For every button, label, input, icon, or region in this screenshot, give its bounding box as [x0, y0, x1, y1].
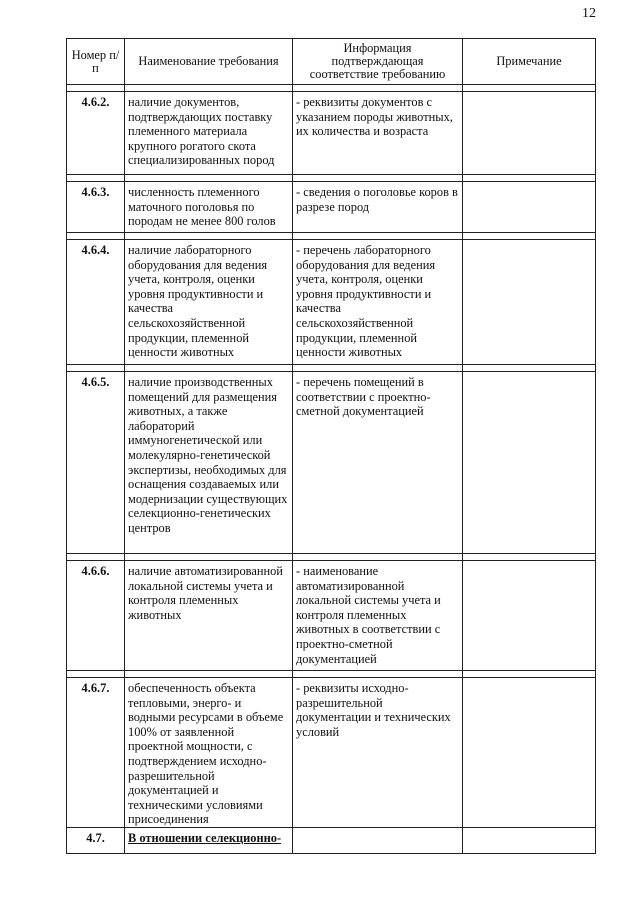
header-requirement: Наименование требования — [125, 39, 293, 85]
table-row — [67, 92, 596, 175]
table-row — [67, 182, 596, 233]
section-row — [67, 828, 596, 854]
row-number: 4.6.2. — [67, 92, 125, 175]
row-info: - реквизиты исходно-разрешительной документации и технических условий — [293, 678, 463, 828]
row-info: - реквизиты документов с указанием породы животных, их количества и возраста — [293, 92, 463, 175]
row-note — [463, 561, 596, 671]
requirements-table — [66, 38, 596, 854]
row-note — [463, 182, 596, 233]
row-note — [463, 678, 596, 828]
page-number: 12 — [582, 6, 596, 21]
header-number: Номер п/п — [67, 39, 125, 85]
row-number: 4.6.7. — [67, 678, 125, 828]
table-row — [67, 240, 596, 365]
row-note — [463, 240, 596, 365]
row-info: - сведения о поголовье коров в разрезе пород — [293, 182, 463, 233]
table-row — [67, 561, 596, 671]
section-title: В отношении селекционно- — [125, 828, 293, 854]
row-requirement: наличие документов, подтверждающих поставку племенного материала крупного рогатого скота специализированных пород — [125, 92, 293, 175]
row-requirement: численность племенного маточного поголовья по породам не менее 800 голов — [125, 182, 293, 233]
table-row — [67, 678, 596, 828]
row-note — [463, 92, 596, 175]
row-info: - перечень лабораторного оборудования для ведения учета, контроля, оценки уровня продуктивности и качества сельскохозяйственной продукции, племенной ценности животных — [293, 240, 463, 365]
header-note: Примечание — [463, 39, 596, 85]
row-info: - наименование автоматизированной локальной системы учета и контроля племенных животных в соответствии с проектно-сметной документацией — [293, 561, 463, 671]
row-note — [463, 372, 596, 554]
section-note — [463, 828, 596, 854]
row-requirement: обеспеченность объекта тепловыми, энерго- и водными ресурсами в объеме 100% от заявленной проектной мощности, с подтверждением исходно-разрешительной документацией и техническими условиями присоединения — [125, 678, 293, 828]
section-info — [293, 828, 463, 854]
row-number: 4.6.6. — [67, 561, 125, 671]
row-requirement: наличие автоматизированной локальной системы учета и контроля племенных животных — [125, 561, 293, 671]
table-header-row — [67, 39, 596, 85]
section-number: 4.7. — [67, 828, 125, 854]
row-number: 4.6.3. — [67, 182, 125, 233]
row-requirement: наличие производственных помещений для размещения животных, а также лабораторий иммуногенетической или молекулярно-генетической экспертизы, необходимых для оснащения создаваемых или модернизации существующих селекционно-генетических центров — [125, 372, 293, 554]
table-row — [67, 372, 596, 554]
row-info: - перечень помещений в соответствии с проектно-сметной документацией — [293, 372, 463, 554]
row-number: 4.6.4. — [67, 240, 125, 365]
header-info: Информация подтверждающая соответствие требованию — [293, 39, 463, 85]
row-requirement: наличие лабораторного оборудования для ведения учета, контроля, оценки уровня продуктивности и качества сельскохозяйственной продукции, племенной ценности животных — [125, 240, 293, 365]
row-number: 4.6.5. — [67, 372, 125, 554]
